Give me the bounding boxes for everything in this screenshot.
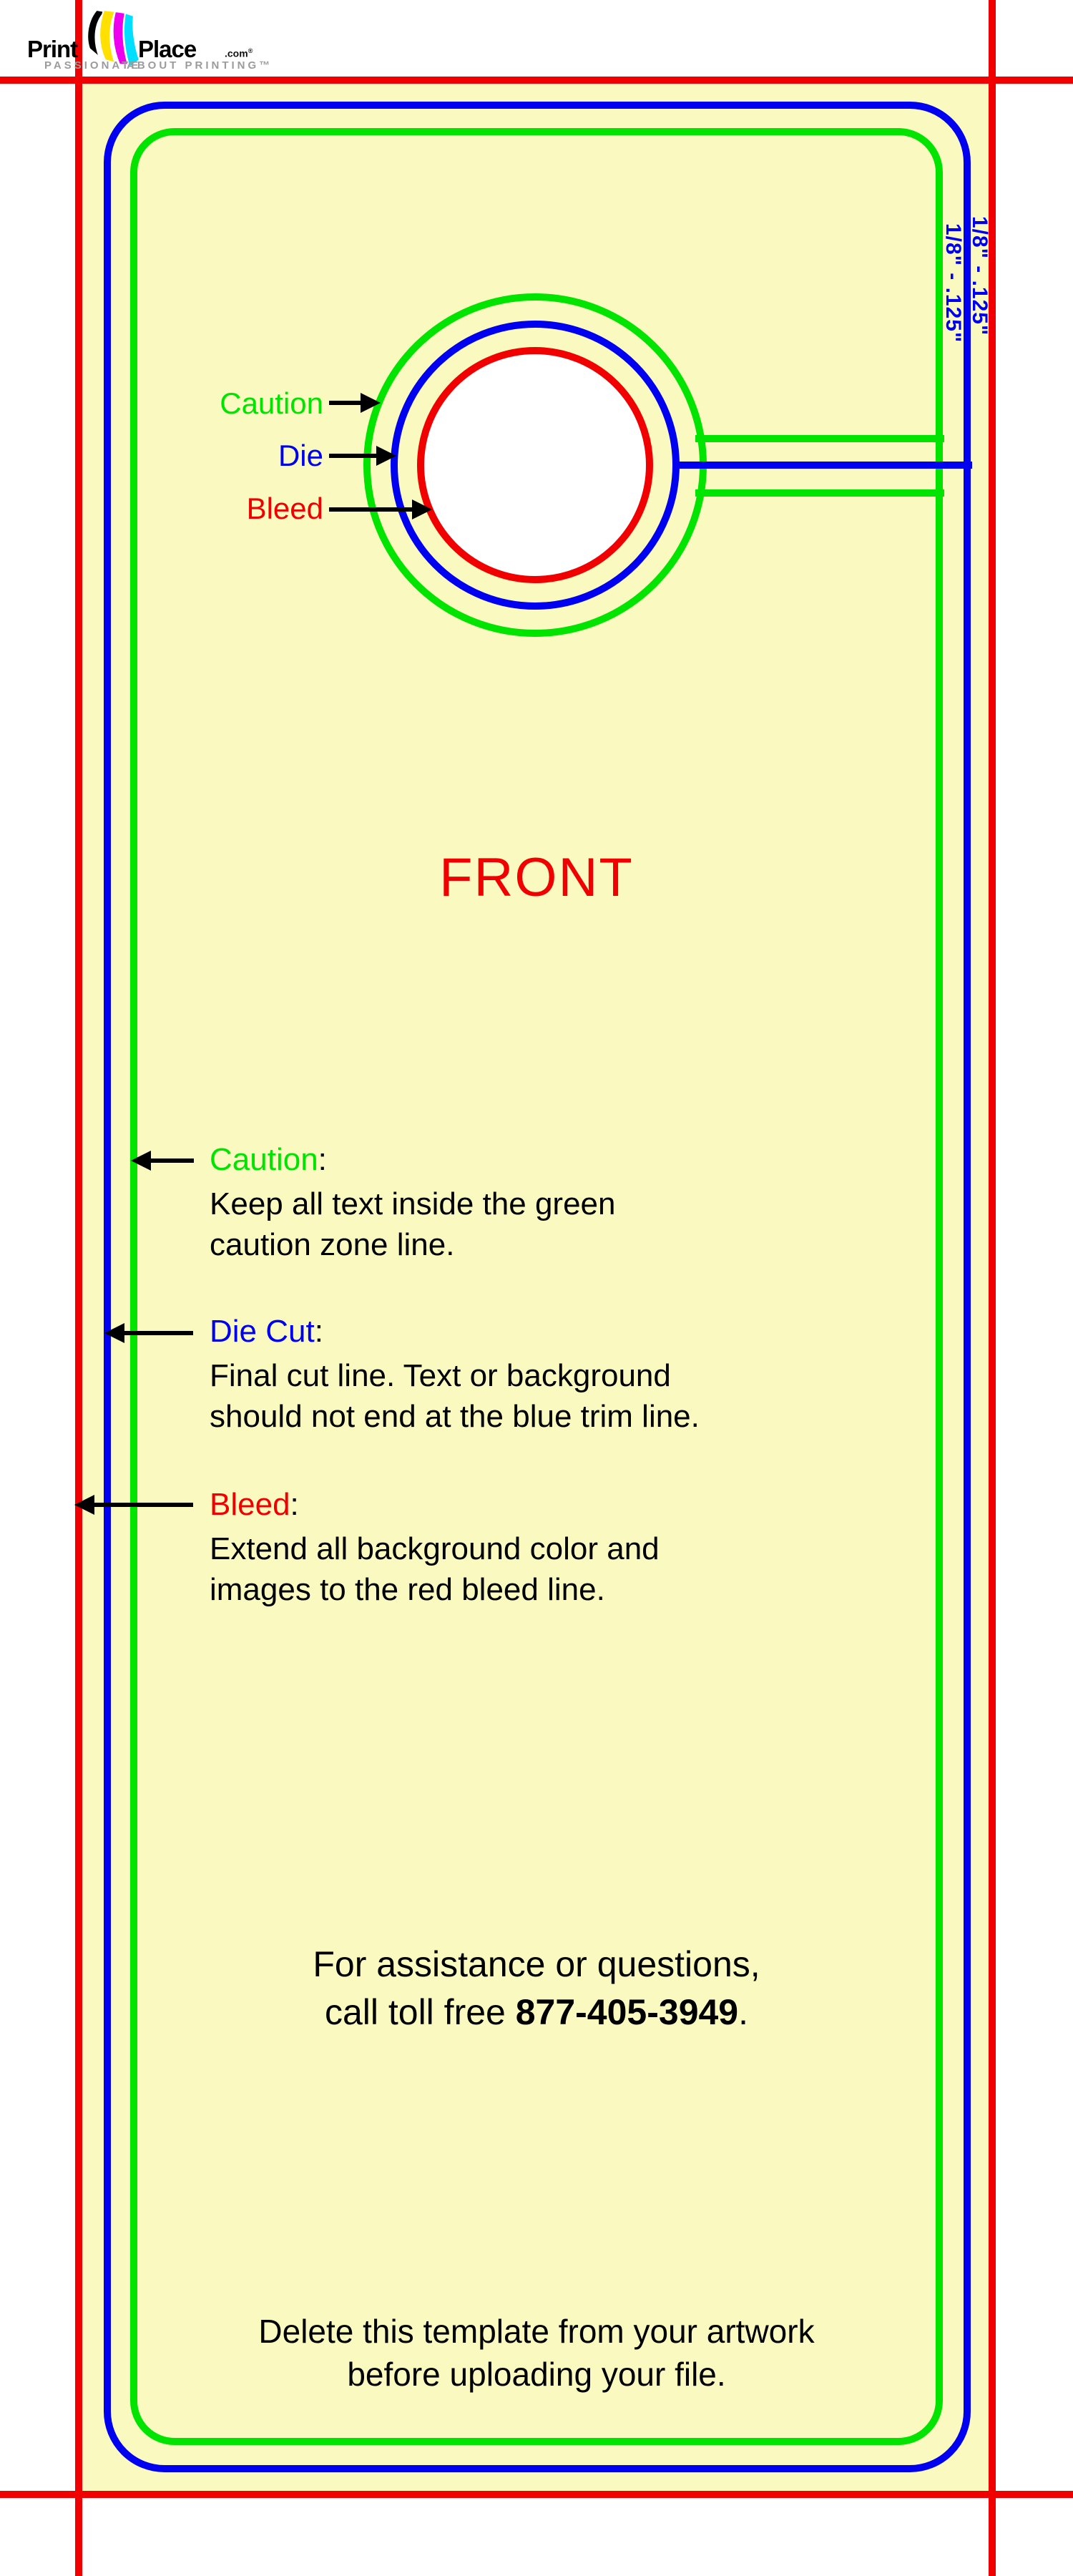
bleed-section-line2: images to the red bleed line. (210, 1572, 605, 1607)
bleed-section-label-text: Bleed (210, 1487, 290, 1522)
slot-die-line (673, 462, 972, 469)
right-arrow-icon (328, 499, 432, 520)
caution-section-colon: : (318, 1142, 327, 1177)
assistance-phone: 877-405-3949 (515, 1992, 739, 2032)
die-section-line2: should not end at the blue trim line. (210, 1399, 700, 1434)
caution-section-line1: Keep all text inside the green (210, 1186, 616, 1221)
logo-tagline-left: PASSIONATE (44, 59, 142, 72)
bleed-line-top (0, 77, 1073, 84)
die-section-label-text: Die Cut (210, 1314, 315, 1349)
footer-line1: Delete this template from your artwork (258, 2313, 815, 2350)
logo-com-text (225, 47, 253, 59)
assistance-line2-suffix: . (738, 1992, 749, 2032)
caution-section-label-text: Caution (210, 1142, 318, 1177)
logo-tagline-right: ABOUT PRINTING™ (127, 59, 273, 72)
slot-caution-line-top (695, 435, 944, 442)
die-section-colon: : (314, 1314, 323, 1349)
right-arrow-icon (328, 445, 396, 467)
assistance-line2 (107, 1989, 966, 2036)
right-arrow-icon (328, 392, 381, 414)
footer-note (107, 2310, 966, 2396)
slot-caution-line-bottom (695, 489, 944, 497)
bleed-section-label (210, 1487, 299, 1523)
left-arrow-icon (131, 1150, 195, 1171)
die-section-line1: Final cut line. Text or background (210, 1358, 671, 1393)
logo-print-text: Print (27, 36, 78, 62)
left-arrow-icon (104, 1322, 195, 1344)
knob-die-label: Die (278, 439, 323, 472)
front-label: FRONT (439, 847, 634, 908)
caution-section-line2: caution zone line. (210, 1227, 455, 1262)
knob-bleed-circle (417, 347, 653, 583)
printplace-logo (20, 4, 278, 77)
assistance-line2-prefix: call toll free (324, 1992, 516, 2032)
dimension-label-left: 1/8" - .125" (941, 223, 965, 343)
dimension-label-right: 1/8" - .125" (968, 216, 991, 336)
registered-mark-icon: ® (248, 47, 253, 54)
logo-com-suffix: .com (225, 47, 248, 59)
assistance-text (107, 1941, 966, 2036)
bleed-line-bottom (0, 2491, 1073, 2498)
logo-place-text: Place (138, 36, 197, 62)
knob-bleed-label: Bleed (246, 492, 323, 525)
bleed-line-left (75, 0, 82, 2576)
left-arrow-icon (74, 1494, 195, 1516)
bleed-line-right (989, 0, 996, 2576)
assistance-line1: For assistance or questions, (313, 1944, 760, 1984)
bleed-section-colon: : (290, 1487, 299, 1522)
die-section-label (210, 1314, 323, 1350)
bleed-section-line1: Extend all background color and (210, 1531, 660, 1566)
caution-section-label (210, 1142, 327, 1178)
knob-caution-label: Caution (220, 386, 323, 420)
footer-line2: before uploading your file. (347, 2356, 726, 2393)
